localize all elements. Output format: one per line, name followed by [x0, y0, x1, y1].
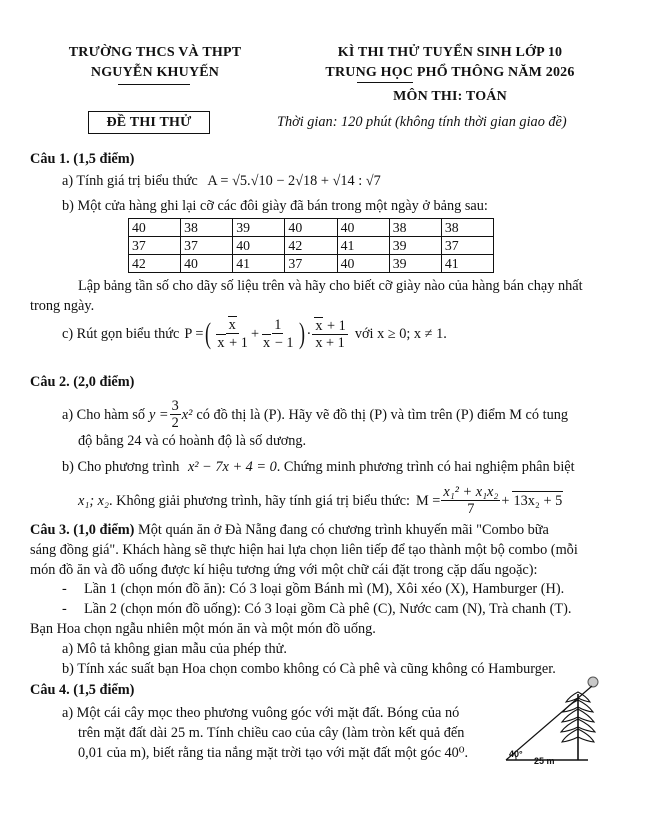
question-1b-follow-line1: Lập bảng tần số cho dãy số liệu trên và hãy cho biết cỡ giày nào của hàng bán chạy nhất	[78, 278, 583, 294]
question-3-title: Câu 3. (1,0 điểm)	[30, 522, 135, 538]
question-4a-line1: a) Một cái cây mọc theo phương vuông góc với mặt đất. Bóng của nó	[62, 705, 460, 721]
question-1c-condition: với x ≥ 0; x ≠ 1.	[354, 325, 447, 342]
table-cell: 42	[285, 237, 337, 255]
question-2a-line2: độ bằng 24 và có hoành độ là số dương.	[78, 433, 307, 449]
table-cell: 41	[337, 237, 389, 255]
question-1-title: Câu 1. (1,5 điểm)	[30, 151, 135, 167]
table-cell: 37	[129, 237, 181, 255]
question-3-intro-2: sáng đồng giá". Khách hàng sẽ thực hiện hai lựa chọn liên tiếp để tạo thành một bộ combo (mỗi	[30, 542, 578, 558]
mock-exam-badge-label: ĐỀ THI THỬ	[106, 115, 192, 130]
question-1c	[62, 316, 447, 352]
school-name-line2: NGUYỄN KHUYẾN	[90, 65, 220, 80]
exam-underline	[357, 82, 413, 83]
table-cell: 39	[389, 237, 441, 255]
question-2b-roots: x₁; x₂	[78, 492, 109, 509]
exam-subject: MÔN THI: TOÁN	[393, 89, 507, 104]
question-1a-text: a) Tính giá trị biểu thức	[62, 173, 198, 189]
exam-title-line1: KÌ THI THỬ TUYỂN SINH LỚP 10	[337, 45, 563, 60]
sun-icon	[588, 677, 598, 687]
question-2b-text-1: b) Cho phương trình	[62, 459, 180, 475]
exam-title-line2: TRUNG HỌC PHỔ THÔNG NĂM 2026	[325, 65, 575, 80]
question-1b-follow-line2: trong ngày.	[30, 298, 95, 314]
question-3a-text: a) Mô tả không gian mẫu của phép thử.	[62, 641, 287, 657]
question-2a-text-2: có đồ thị là (P). Hãy vẽ đồ thị (P) và tìm trên (P) điểm M có tung	[196, 406, 569, 423]
question-3-item-1: - Lần 1 (chọn món đồ ăn): Có 3 loại gồm Bánh mì (M), Xôi xéo (X), Hamburger (H).	[62, 581, 565, 597]
table-cell: 38	[181, 219, 233, 237]
question-1b-text: b) Một cửa hàng ghi lại cỡ các đôi giày đã bán trong một ngày ở bảng sau:	[62, 198, 488, 214]
mock-exam-badge	[88, 111, 210, 134]
question-3-item-2-text: Lần 2 (chọn món đồ uống): Có 3 loại gồm Cà phê (C), Nước cam (N), Trà chanh (T).	[84, 601, 572, 617]
table-cell: 39	[389, 255, 441, 273]
school-name-line1: TRƯỜNG THCS VÀ THPT	[68, 45, 242, 60]
table-cell: 40	[337, 219, 389, 237]
question-2a-line1	[62, 398, 568, 432]
question-3-intro-3: món đồ ăn và đồ uống được kí hiệu tương ứng với một chữ cái đặt trong cặp dấu ngoặc):	[30, 562, 538, 578]
question-4a-line2: trên mặt đất dài 25 m. Tính chiều cao của cây (làm tròn kết quả đến	[78, 725, 465, 741]
question-2b-text-4: . Không giải phương trình, hãy tính giá trị biểu thức:	[108, 492, 410, 509]
question-2-title: Câu 2. (2,0 điểm)	[30, 374, 135, 390]
table-cell: 41	[441, 255, 493, 273]
tree-shadow-figure	[500, 672, 610, 768]
table-cell: 37	[181, 237, 233, 255]
table-cell: 40	[337, 255, 389, 273]
question-3b-text: b) Tính xác suất bạn Hoa chọn combo không có Cà phê và cũng không có Hamburger.	[62, 661, 556, 677]
question-2b-equation: x² − 7x + 4 = 0	[187, 459, 277, 475]
school-underline	[118, 84, 190, 85]
shoe-size-table	[128, 218, 494, 273]
question-2b-line1	[62, 458, 575, 477]
exam-time-note: Thời gian: 120 phút (không tính thời gian giao đề)	[277, 114, 567, 130]
table-cell: 40	[181, 255, 233, 273]
table-cell: 41	[233, 255, 285, 273]
question-4a-line3: 0,01 của m), biết rằng tia nắng mặt trời tạo với mặt đất một góc 40⁰.	[78, 745, 469, 761]
table-cell: 40	[129, 219, 181, 237]
question-2b-expression: M = $\frac{\text{x₁² + x₁x₂}}{7}$ + 13x₂ + 5	[415, 484, 563, 518]
question-2a-text-1: a) Cho hàm số	[62, 406, 145, 423]
figure-angle-label: 40°	[509, 749, 523, 759]
table-cell: 40	[233, 237, 285, 255]
question-3-intro-1: Một quán ăn ở Đà Nẵng đang có chương trình khuyến mãi "Combo bữa	[138, 522, 549, 538]
question-1a-expression: A = √5.√10 − 2√18 + √14 : √7	[207, 173, 381, 189]
table-cell: 37	[441, 237, 493, 255]
table-cell: 39	[233, 219, 285, 237]
question-3-item-2: - Lần 2 (chọn món đồ uống): Có 3 loại gồm Cà phê (C), Nước cam (N), Trà chanh (T).	[62, 601, 572, 617]
table-cell: 42	[129, 255, 181, 273]
question-1c-text: c) Rút gọn biểu thức	[62, 325, 180, 342]
table-row	[129, 255, 494, 273]
question-3-hoa: Bạn Hoa chọn ngẫu nhiên một món ăn và một món đồ uống.	[30, 621, 376, 637]
question-2b-line2	[78, 484, 563, 518]
table-row	[129, 219, 494, 237]
table-cell: 38	[441, 219, 493, 237]
table-cell: 38	[389, 219, 441, 237]
question-1a	[62, 172, 381, 191]
question-2a-function: y = $\frac{3}{2}$ x²	[149, 398, 193, 432]
question-3-item-1-text: Lần 1 (chọn món đồ ăn): Có 3 loại gồm Bánh mì (M), Xôi xéo (X), Hamburger (H).	[84, 581, 565, 597]
table-cell: 40	[285, 219, 337, 237]
question-1c-expression: P = ( $\frac{x}{x + 1}$ + $\frac{1}{x - 1}$ ) · $\frac{x + 1}{x + 1}$	[184, 316, 346, 352]
table-cell: 37	[285, 255, 337, 273]
table-row	[129, 237, 494, 255]
question-2b-text-2: . Chứng minh phương trình có hai nghiệm phân biệt	[276, 459, 575, 475]
figure-length-label: 25 m	[534, 756, 555, 766]
question-3-line1	[30, 521, 549, 540]
question-4-title: Câu 4. (1,5 điểm)	[30, 682, 135, 698]
